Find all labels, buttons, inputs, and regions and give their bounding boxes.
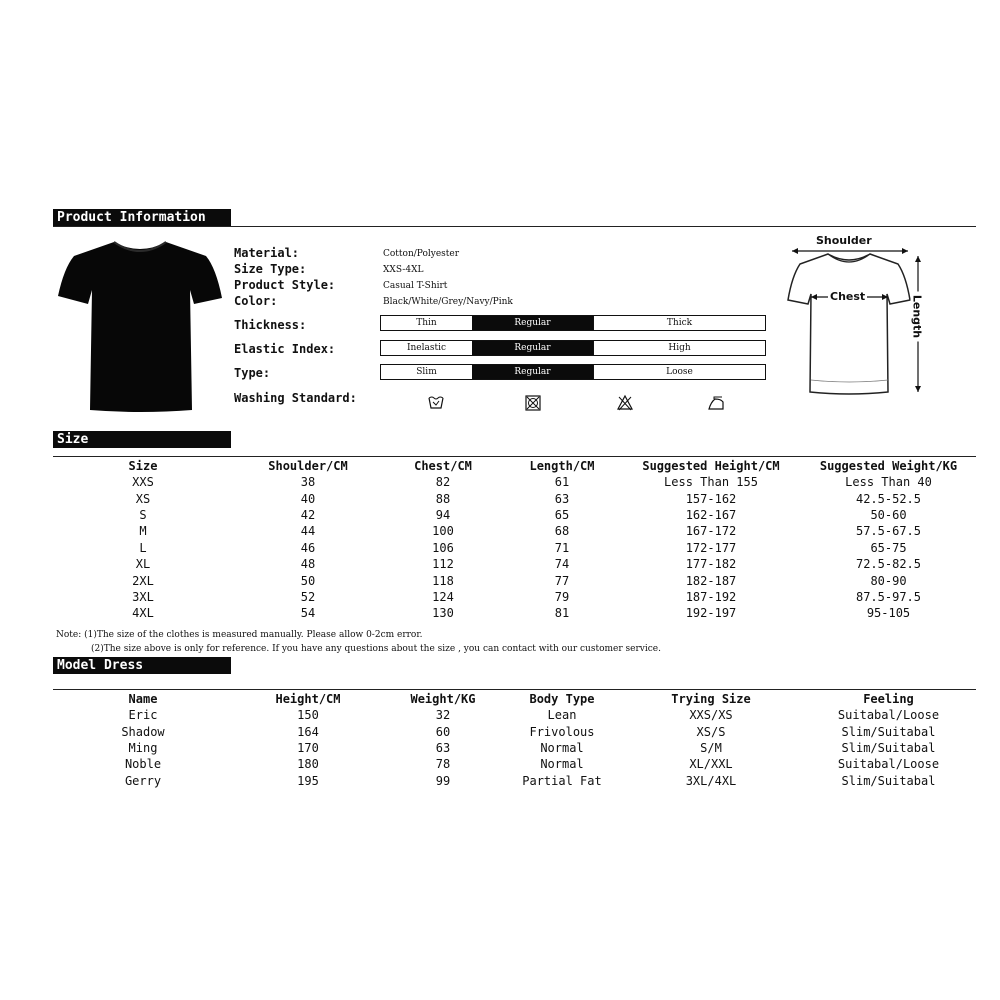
table-cell: 170 (297, 740, 319, 755)
table-cell: 4XL (132, 606, 154, 621)
table-cell: 80-90 (870, 573, 907, 588)
table-cell: 78 (435, 757, 451, 772)
iron-icon (707, 394, 725, 412)
table-cell: XL/XXL (689, 757, 733, 772)
table-cell: 182-187 (685, 573, 737, 588)
product-style-label: Product Style: (234, 278, 336, 292)
table-cell: 52 (300, 589, 316, 604)
table-cell: 61 (554, 475, 570, 490)
washing-standard-label: Washing Standard: (234, 391, 357, 405)
model-header-height: Height/CM (275, 692, 341, 706)
table-cell: 65 (554, 507, 570, 522)
divider (53, 689, 976, 690)
table-cell: 118 (432, 573, 454, 588)
table-cell: M (139, 524, 147, 539)
table-cell: 54 (300, 606, 316, 621)
type-option-loose: Loose (593, 365, 765, 379)
elastic-option-inelastic: Inelastic (406, 343, 447, 353)
model-header-trying-size: Trying Size (671, 692, 751, 706)
table-cell: Less Than 40 (845, 475, 932, 490)
table-row (53, 556, 976, 572)
size-note-2: (2)The size above is only for reference. If you have any questions about the size , you can contact with our customer service. (91, 644, 661, 654)
hand-wash-icon (427, 393, 445, 411)
shoulder-label: Shoulder (816, 234, 872, 247)
thickness-option-thick: Thick (593, 316, 765, 330)
type-scale (380, 364, 766, 380)
table-cell: 63 (435, 740, 451, 755)
table-cell: Noble (124, 757, 162, 772)
color-label: Color: (234, 294, 278, 308)
elastic-index-label: Elastic Index: (234, 342, 336, 356)
section-header-model-dress: Model Dress (53, 657, 231, 674)
table-row (53, 490, 976, 506)
table-cell: 187-192 (685, 589, 737, 604)
table-cell: L (139, 540, 147, 555)
table-row (53, 572, 976, 588)
no-bleach-icon (616, 394, 634, 412)
type-label: Type: (234, 366, 271, 380)
table-cell: 100 (432, 524, 454, 539)
size-header-size: Size (128, 459, 158, 473)
table-cell: 112 (432, 557, 454, 572)
table-cell: 87.5-97.5 (855, 589, 922, 604)
table-cell: 124 (432, 589, 454, 604)
tshirt-measurement-diagram (768, 232, 930, 404)
thickness-option-thin: Thin (416, 318, 437, 328)
table-cell: 32 (435, 708, 451, 723)
table-cell: 99 (435, 773, 451, 788)
elastic-index-scale (380, 340, 766, 356)
size-table (53, 458, 976, 622)
size-header-weight: Suggested Weight/KG (819, 459, 958, 473)
table-cell: S (139, 507, 147, 522)
table-cell: Lean (547, 708, 577, 723)
table-cell: 63 (554, 491, 570, 506)
table-cell: 177-182 (685, 557, 737, 572)
table-cell: 150 (297, 708, 319, 723)
table-cell: 38 (300, 475, 316, 490)
size-table-header-row (53, 458, 976, 474)
table-cell: 50 (300, 573, 316, 588)
model-table-header-row (53, 691, 976, 707)
table-cell: 3XL/4XL (685, 773, 737, 788)
table-cell: 48 (300, 557, 316, 572)
table-cell: 57.5-67.5 (855, 524, 922, 539)
table-cell: Normal (540, 757, 584, 772)
table-cell: 167-172 (685, 524, 737, 539)
table-cell: 46 (300, 540, 316, 555)
material-value: Cotton/Polyester (383, 249, 460, 259)
table-cell: Slim/Suitabal (841, 724, 936, 739)
table-cell: 42 (300, 507, 316, 522)
table-cell: 162-167 (685, 507, 737, 522)
model-header-name: Name (128, 692, 158, 706)
table-cell: XXS (132, 475, 154, 490)
table-cell: 157-162 (685, 491, 737, 506)
table-cell: XL (135, 557, 151, 572)
table-cell: 72.5-82.5 (855, 557, 922, 572)
size-type-value: XXS-4XL (383, 265, 424, 275)
thickness-label: Thickness: (234, 318, 307, 332)
product-style-value: Casual T-Shirt (383, 281, 448, 291)
table-row (53, 605, 976, 621)
table-row (53, 523, 976, 539)
table-cell: Eric (128, 708, 158, 723)
type-option-regular: Regular (472, 365, 593, 379)
table-cell: 77 (554, 573, 570, 588)
table-row (53, 507, 976, 523)
table-cell: 82 (435, 475, 451, 490)
table-cell: 95-105 (866, 606, 911, 621)
size-type-label: Size Type: (234, 262, 307, 276)
table-cell: 195 (297, 773, 319, 788)
chest-label: Chest (830, 290, 866, 303)
table-cell: 60 (435, 724, 451, 739)
table-cell: 44 (300, 524, 316, 539)
table-cell: Slim/Suitabal (841, 773, 936, 788)
model-dress-table (53, 691, 976, 789)
table-cell: 2XL (132, 573, 154, 588)
table-cell: Partial Fat (522, 773, 602, 788)
table-cell: XS (135, 491, 151, 506)
table-cell: 172-177 (685, 540, 737, 555)
table-cell: Less Than 155 (664, 475, 758, 490)
table-cell: 79 (554, 589, 570, 604)
thickness-scale (380, 315, 766, 331)
table-cell: 94 (435, 507, 451, 522)
table-cell: Suitabal/Loose (837, 708, 940, 723)
table-row (53, 474, 976, 490)
thickness-option-regular: Regular (472, 316, 593, 330)
table-row (53, 723, 976, 739)
no-tumble-dry-icon (524, 394, 542, 412)
table-cell: 74 (554, 557, 570, 572)
table-cell: Frivolous (529, 724, 595, 739)
elastic-option-high: High (593, 341, 765, 355)
table-cell: 65-75 (870, 540, 907, 555)
table-cell: 50-60 (870, 507, 907, 522)
model-header-body-type: Body Type (529, 692, 595, 706)
black-tshirt-image (56, 238, 224, 414)
table-row (53, 756, 976, 772)
table-cell: 192-197 (685, 606, 737, 621)
length-label: Length (911, 292, 924, 342)
table-cell: 81 (554, 606, 570, 621)
table-cell: 130 (432, 606, 454, 621)
divider (53, 226, 976, 227)
divider (53, 456, 976, 457)
table-cell: 3XL (132, 589, 154, 604)
table-cell: Ming (128, 740, 158, 755)
table-cell: 164 (297, 724, 319, 739)
size-header-length: Length/CM (529, 459, 595, 473)
color-value: Black/White/Grey/Navy/Pink (383, 297, 513, 307)
model-header-feeling: Feeling (863, 692, 914, 706)
table-cell: 40 (300, 491, 316, 506)
table-cell: 68 (554, 524, 570, 539)
table-cell: 106 (432, 540, 454, 555)
section-header-product-information: Product Information (53, 209, 231, 226)
table-cell: Shadow (121, 724, 165, 739)
table-cell: 88 (435, 491, 451, 506)
table-cell: Suitabal/Loose (837, 757, 940, 772)
table-row (53, 773, 976, 789)
table-row (53, 540, 976, 556)
table-cell: XS/S (696, 724, 726, 739)
table-cell: S/M (700, 740, 722, 755)
size-header-chest: Chest/CM (414, 459, 472, 473)
type-option-slim: Slim (416, 367, 437, 377)
table-row (53, 707, 976, 723)
table-cell: Slim/Suitabal (841, 740, 936, 755)
table-cell: 42.5-52.5 (855, 491, 922, 506)
table-row (53, 589, 976, 605)
table-row (53, 740, 976, 756)
table-cell: Gerry (124, 773, 162, 788)
table-cell: 71 (554, 540, 570, 555)
model-header-weight: Weight/KG (410, 692, 476, 706)
table-cell: 180 (297, 757, 319, 772)
table-cell: Normal (540, 740, 584, 755)
elastic-option-regular: Regular (472, 341, 593, 355)
table-cell: XXS/XS (689, 708, 733, 723)
section-header-size: Size (53, 431, 231, 448)
size-note-1: Note: (1)The size of the clothes is measured manually. Please allow 0-2cm error. (56, 630, 423, 640)
material-label: Material: (234, 246, 300, 260)
size-header-shoulder: Shoulder/CM (268, 459, 348, 473)
size-header-height: Suggested Height/CM (642, 459, 780, 473)
